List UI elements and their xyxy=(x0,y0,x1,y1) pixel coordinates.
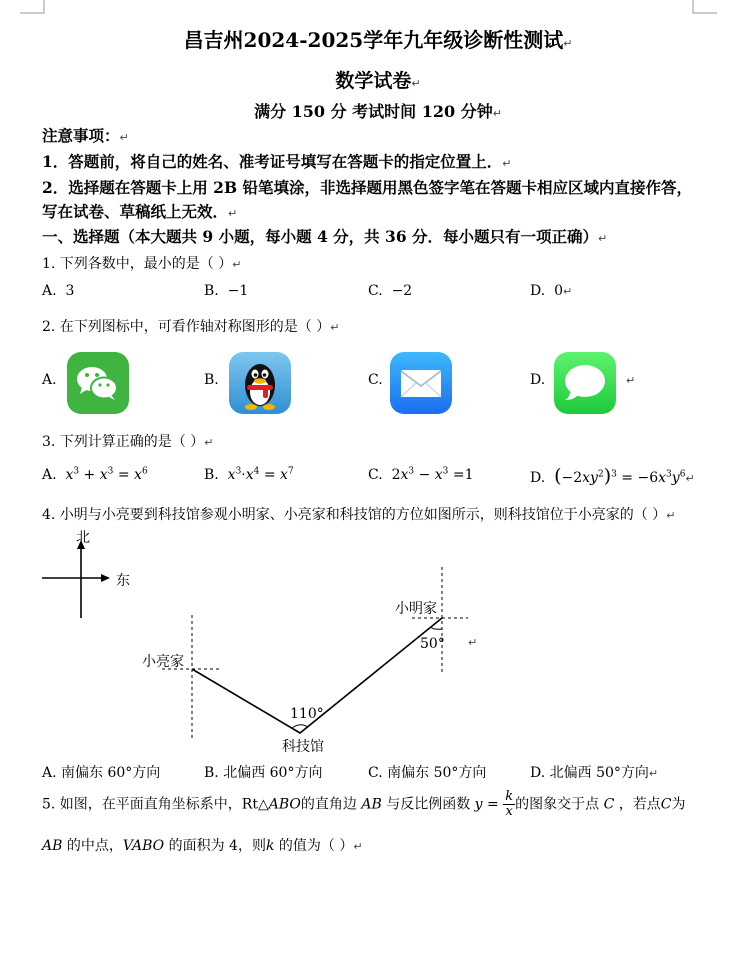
q3-option-b: B. $x^3\cdot x^4 = x^7$ xyxy=(204,466,294,483)
q2-option-c-letter: C. xyxy=(368,372,383,388)
qq-penguin-icon xyxy=(229,352,291,414)
q5-line-2: AB 的中点，VABO 的面积为 4，则k 的值为（ ）↵ xyxy=(42,838,363,854)
xiaoliang-home-label: 小亮家 xyxy=(142,654,184,670)
xiaoming-home-label: 小明家 xyxy=(395,601,437,617)
message-bubble-icon xyxy=(554,352,616,414)
angle-110-label: 110° xyxy=(290,706,324,722)
q3-option-c: C. $2x^3 - x^3 =1$ xyxy=(368,466,474,483)
q4-option-c: C. 南偏东 50°方向 xyxy=(368,765,487,781)
mail-icon xyxy=(390,352,452,414)
angle-50-label: 50° xyxy=(420,636,445,652)
q5-line-1: 5. 如图，在平面直角坐标系中，Rt△ABO的直角边 AB 与反比例函数 y = $\frac{k}{x}$ 的图象交于点 C ，若点C为 xyxy=(42,789,686,819)
crop-mark-right xyxy=(692,0,718,14)
notice-heading: 注意事项：↵ xyxy=(42,126,129,145)
q1-stem: 1. 下列各数中，最小的是（ ）↵ xyxy=(42,256,242,272)
section-heading: 一、选择题（本大题共 9 小题，每小题 4 分，共 36 分．每小题只有一项正确）↵ xyxy=(42,227,608,246)
exam-info: 满分 150 分 考试时间 120 分钟↵ xyxy=(254,102,502,121)
q3-option-d: D. $(-2xy^2)^3$ = $-6x^3y^6↵$ xyxy=(530,465,695,487)
paragraph-mark: ↵ xyxy=(468,636,478,649)
q4-option-b: B. 北偏西 60°方向 xyxy=(204,765,323,781)
q1-option-c: C. −2 xyxy=(368,283,413,299)
q4-stem: 4. 小明与小亮要到科技馆参观小明家、小亮家和科技馆的方位如图所示，则科技馆位于小亮家的（ ）↵ xyxy=(42,507,676,523)
q2-option-a-letter: A. xyxy=(42,372,57,388)
q4-option-a: A. 南偏东 60°方向 xyxy=(42,765,161,781)
q3-stem: 3. 下列计算正确的是（ ）↵ xyxy=(42,434,214,450)
q1-option-b: B. −1 xyxy=(204,283,249,299)
q2-option-b-letter: B. xyxy=(204,372,219,388)
q1-option-a: A. 3 xyxy=(42,283,75,299)
east-label: 东 xyxy=(116,573,130,589)
exam-title: 昌吉州2024-2025学年九年级诊断性测试↵ xyxy=(183,28,573,52)
crop-mark-left xyxy=(20,0,46,14)
notice-item-1: 1．答题前，将自己的姓名、准考证号填写在答题卡的指定位置上．↵ xyxy=(42,152,512,171)
exam-subtitle: 数学试卷↵ xyxy=(335,70,421,92)
q2-stem: 2. 在下列图标中，可看作轴对称图形的是（ ）↵ xyxy=(42,319,340,335)
notice-item-2-line-2: 写在试卷、草稿纸上无效．↵ xyxy=(42,202,238,221)
notice-item-2-line-1: 2．选择题在答题卡上用 2B 铅笔填涂，非选择题用黑色签字笔在答题卡相应区域内直接作答， xyxy=(42,178,692,197)
q2-option-d-letter: D. xyxy=(530,372,546,388)
q3-option-a: A. $x^3 + x^3 = x^6$ xyxy=(42,466,148,483)
k-over-x-fraction: $\frac{k}{x}$ xyxy=(505,789,514,819)
north-label: 北 xyxy=(76,530,90,546)
q1-option-d: D. 0↵ xyxy=(530,283,573,299)
museum-label: 科技馆 xyxy=(282,739,324,755)
paragraph-mark: ↵ xyxy=(626,374,636,387)
wechat-icon xyxy=(67,352,129,414)
q4-option-d: D. 北偏西 50°方向↵ xyxy=(530,765,659,781)
